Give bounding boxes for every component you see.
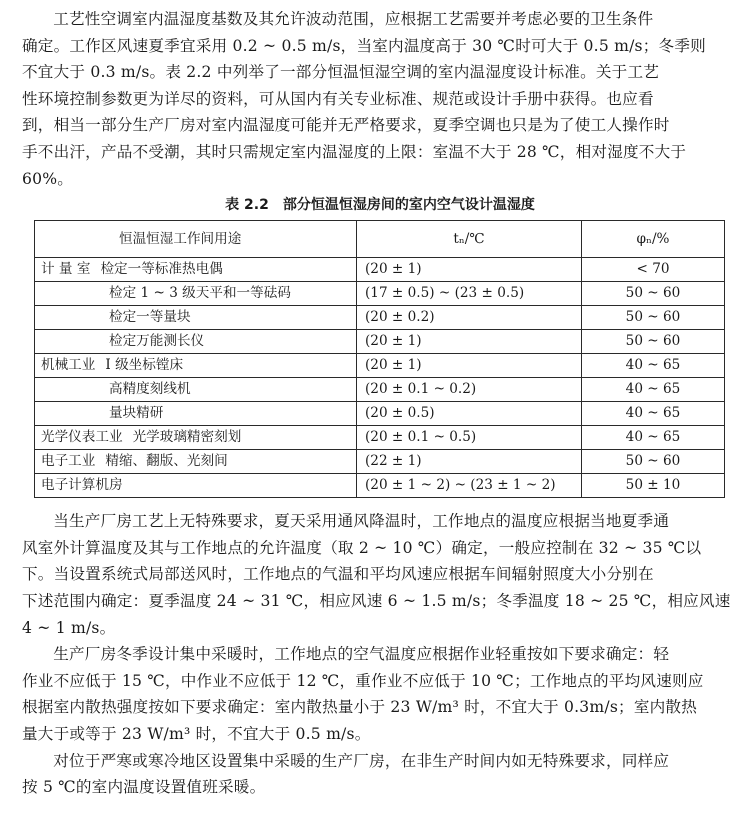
cell-use-text: 光学玻璃精密刻划 bbox=[132, 429, 242, 446]
cell-humidity: 40 ~ 65 bbox=[582, 354, 725, 378]
table-caption: 表 2.2 部分恒温恒湿房间的室内空气设计温湿度 bbox=[225, 197, 535, 214]
cell-temp: (20 ± 1) bbox=[357, 258, 582, 282]
cell-temp: (20 ± 0.1 ~ 0.2) bbox=[357, 378, 582, 402]
table-row bbox=[35, 258, 725, 282]
cell-temp: (20 ± 1) bbox=[357, 354, 582, 378]
body-line: 下。当设置系统式局部送风时，工作地点的气温和平均风速应根据车间辐射照度大小分别在 bbox=[22, 565, 654, 584]
paragraph-winter-heating bbox=[22, 641, 738, 747]
table-row bbox=[35, 282, 725, 306]
cell-humidity: 50 ~ 60 bbox=[582, 282, 725, 306]
cell-temp: (22 ± 1) bbox=[357, 450, 582, 474]
header-use: 恒温恒湿工作间用途 bbox=[35, 221, 357, 258]
body-line: 生产厂房冬季设计集中采暖时，工作地点的空气温度应根据作业轻重按如下要求确定：轻 bbox=[53, 645, 670, 664]
cell-use: 高精度刻线机 bbox=[35, 378, 357, 402]
body-line: 风室外计算温度及其与工作地点的允许温度（取 2 ~ 10 ℃）确定，一般应控制在 32 ~ 35 ℃以 bbox=[22, 538, 702, 557]
table-row bbox=[35, 426, 725, 450]
cell-category: 计 量 室 bbox=[41, 261, 91, 278]
intro-line: 性环境控制参数更为详尽的资料，可从国内有关专业标准、规范或设计手册中获得。也应看 bbox=[22, 89, 654, 108]
cell-use bbox=[35, 258, 357, 282]
intro-paragraph bbox=[22, 6, 738, 192]
intro-line: 工艺性空调室内温湿度基数及其允许波动范围，应根据工艺需要并考虑必要的卫生条件 bbox=[53, 10, 654, 28]
table-row bbox=[35, 378, 725, 402]
table-header-row bbox=[35, 221, 725, 258]
table-row bbox=[35, 354, 725, 378]
cell-humidity: 40 ~ 65 bbox=[582, 402, 725, 426]
cell-use bbox=[35, 426, 357, 450]
body-line: 作业不应低于 15 ℃，中作业不应低于 12 ℃，重作业不应低于 10 ℃；工作地点的平均风速则应 bbox=[22, 671, 704, 690]
cell-temp: (17 ± 0.5) ~ (23 ± 0.5) bbox=[357, 282, 582, 306]
cell-category: 电子工业 bbox=[41, 453, 96, 470]
cell-use: 电子计算机房 bbox=[35, 474, 357, 498]
body-line: 下述范围内确定：夏季温度 24 ~ 31 ℃，相应风速 6 ~ 1.5 m/s；冬季温度 18 ~ 25 ℃，相应风速 bbox=[22, 591, 731, 610]
paragraph-standby-heating bbox=[22, 748, 738, 801]
intro-line: 手不出汗，产品不受潮，其时只需规定室内温湿度的上限：室温不大于 28 ℃，相对湿度不大于 bbox=[22, 142, 687, 161]
cell-humidity: 50 ~ 60 bbox=[582, 450, 725, 474]
cell-temp: (20 ± 0.1 ~ 0.5) bbox=[357, 426, 582, 450]
cell-use-text: 检定一等标准热电偶 bbox=[100, 261, 223, 278]
body-line: 根据室内散热强度按如下要求确定：室内散热量小于 23 W/m³ 时，不宜大于 0.3m/s；室内散热 bbox=[22, 698, 698, 717]
cell-use-text: 精缩、翻版、光刻间 bbox=[105, 453, 228, 470]
cell-humidity: < 70 bbox=[582, 258, 725, 282]
cell-use: 检定一等量块 bbox=[35, 306, 357, 330]
cell-use bbox=[35, 450, 357, 474]
body-line: 对位于严寒或寒冷地区设置集中采暖的生产厂房，在非生产时间内如无特殊要求，同样应 bbox=[53, 751, 670, 770]
cell-category: 光学仪表工业 bbox=[41, 429, 123, 446]
body-line: 按 5 ℃的室内温度设置值班采暖。 bbox=[22, 778, 266, 797]
cell-category: 机械工业 bbox=[41, 357, 96, 374]
cell-temp: (20 ± 0.2) bbox=[357, 306, 582, 330]
cell-humidity: 50 ~ 60 bbox=[582, 306, 725, 330]
body-line: 4 ~ 1 m/s。 bbox=[22, 618, 116, 637]
header-temp: tₙ/℃ bbox=[357, 221, 582, 258]
intro-line: 60%。 bbox=[22, 169, 74, 188]
table-row bbox=[35, 330, 725, 354]
cell-use: 检定 1 ~ 3 级天平和一等砝码 bbox=[35, 282, 357, 306]
paragraph-summer-ventilation bbox=[22, 508, 738, 641]
cell-use bbox=[35, 354, 357, 378]
cell-use-text: I 级坐标镗床 bbox=[105, 357, 184, 374]
body-line: 量大于或等于 23 W/m³ 时，不宜大于 0.5 m/s。 bbox=[22, 724, 371, 743]
table-row bbox=[35, 474, 725, 498]
cell-temp: (20 ± 0.5) bbox=[357, 402, 582, 426]
cell-use: 检定万能测长仪 bbox=[35, 330, 357, 354]
intro-line: 不宜大于 0.3 m/s。表 2.2 中列举了一部分恒温恒湿空调的室内温湿度设计标准。关于工艺 bbox=[22, 63, 660, 82]
intro-line: 到，相当一部分生产厂房对室内温湿度可能并无严格要求，夏季空调也只是为了使工人操作时 bbox=[22, 116, 670, 135]
cell-humidity: 40 ~ 65 bbox=[582, 378, 725, 402]
cell-temp: (20 ± 1) bbox=[357, 330, 582, 354]
header-humidity: φₙ/% bbox=[582, 221, 725, 258]
body-line: 当生产厂房工艺上无特殊要求，夏天采用通风降温时，工作地点的温度应根据当地夏季通 bbox=[53, 512, 670, 531]
cell-temp: (20 ± 1 ~ 2) ~ (23 ± 1 ~ 2) bbox=[357, 474, 582, 498]
table-row bbox=[35, 450, 725, 474]
design-conditions-table bbox=[34, 220, 725, 498]
cell-humidity: 50 ± 10 bbox=[582, 474, 725, 498]
cell-humidity: 40 ~ 65 bbox=[582, 426, 725, 450]
table-row bbox=[35, 402, 725, 426]
cell-humidity: 50 ~ 60 bbox=[582, 330, 725, 354]
cell-use: 量块精研 bbox=[35, 402, 357, 426]
intro-line: 确定。工作区风速夏季宜采用 0.2 ~ 0.5 m/s，当室内温度高于 30 ℃时可大于 0.5 m/s；冬季则 bbox=[22, 36, 706, 55]
table-row bbox=[35, 306, 725, 330]
